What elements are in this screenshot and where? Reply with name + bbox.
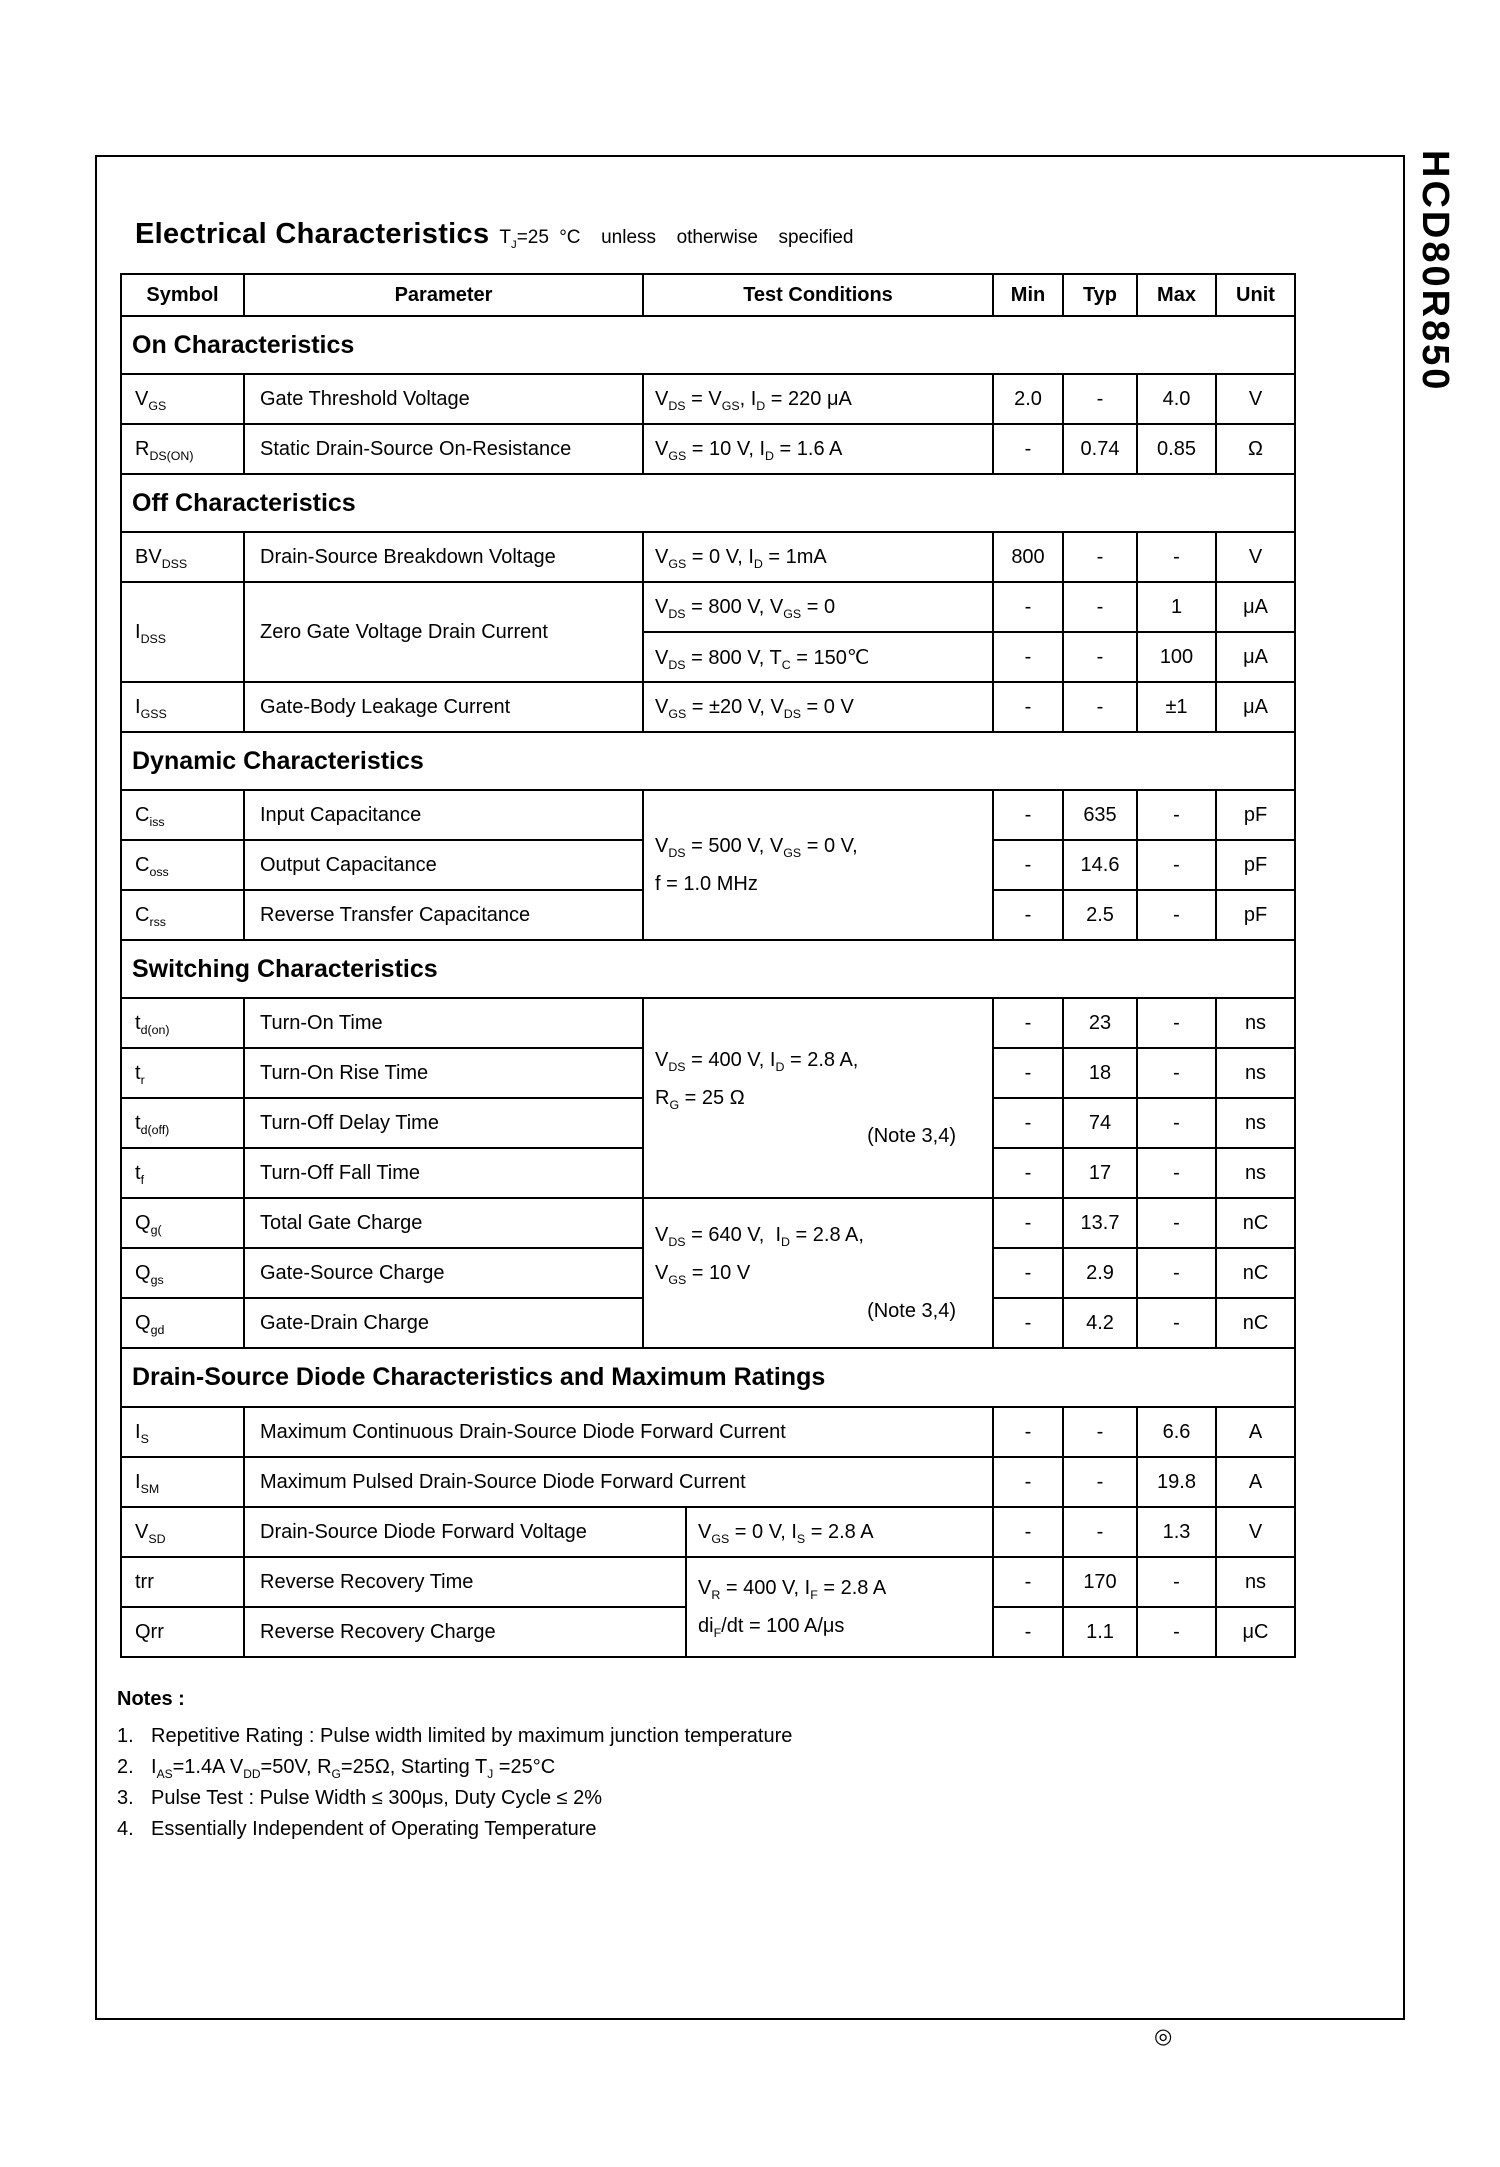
typ-cell: - <box>1063 532 1137 582</box>
typ-cell: 4.2 <box>1063 1298 1137 1348</box>
typ-cell: 0.74 <box>1063 424 1137 474</box>
min-cell: - <box>993 1198 1063 1248</box>
section-heading-dynamic: Dynamic Characteristics <box>121 732 1295 790</box>
conditions-cell-shared <box>643 998 993 1198</box>
typ-cell: 635 <box>1063 790 1137 840</box>
condition-line: $V_{GS} = 10$ V <box>655 1262 751 1287</box>
condition-line: $R_G = 25$ Ω <box>655 1087 745 1112</box>
max-cell: - <box>1137 1557 1216 1607</box>
min-cell: - <box>993 790 1063 840</box>
typ-cell: - <box>1063 582 1137 632</box>
condition-line: f = 1.0 MHz <box>655 873 758 895</box>
symbol-cell: $t_{d(off)}$ <box>121 1098 244 1148</box>
typ-cell: 170 <box>1063 1557 1137 1607</box>
unit-cell: pF <box>1216 790 1295 840</box>
part-number-side-label: HCD80R850 <box>1414 150 1456 393</box>
table-row-is <box>121 1407 1295 1457</box>
note-number: 1. <box>117 1725 134 1747</box>
min-cell: - <box>993 840 1063 890</box>
table-row-qg <box>121 1198 1295 1248</box>
max-cell: - <box>1137 1298 1216 1348</box>
unit-cell: V <box>1216 1507 1295 1557</box>
parameter-cell: Total Gate Charge <box>244 1198 643 1248</box>
parameter-cell: Gate-Body Leakage Current <box>244 682 643 732</box>
header-min: Min <box>993 274 1063 316</box>
max-cell: - <box>1137 532 1216 582</box>
unit-cell: μA <box>1216 682 1295 732</box>
max-cell: - <box>1137 1607 1216 1657</box>
section-row-diode <box>121 1349 1295 1407</box>
max-cell: 4.0 <box>1137 374 1216 424</box>
min-cell: - <box>993 424 1063 474</box>
parameter-cell: Turn-Off Delay Time <box>244 1098 643 1148</box>
conditions-cell: $V_{GS} = 10$ V, $I_D = 1.6$ A <box>643 424 993 474</box>
condition-line: $V_R = 400$ V, $I_F = 2.8$ A <box>698 1577 887 1602</box>
condition-note: (Note 3,4) <box>867 1125 956 1147</box>
conditions-cell-shared <box>686 1557 993 1657</box>
typ-cell: 17 <box>1063 1148 1137 1198</box>
parameter-cell: Maximum Pulsed Drain-Source Diode Forward Current <box>244 1457 993 1507</box>
symbol-cell: $BV_{DSS}$ <box>121 532 244 582</box>
min-cell: - <box>993 682 1063 732</box>
min-cell: - <box>993 1148 1063 1198</box>
symbol-cell: $C_{oss}$ <box>121 840 244 890</box>
unit-cell: pF <box>1216 890 1295 940</box>
symbol-cell: trr <box>121 1557 244 1607</box>
unit-cell: ns <box>1216 1098 1295 1148</box>
table-row-tdon <box>121 998 1295 1048</box>
unit-cell: V <box>1216 374 1295 424</box>
symbol-cell: $C_{iss}$ <box>121 790 244 840</box>
table-row-vsd <box>121 1507 1295 1557</box>
symbol-cell: $V_{GS}$ <box>121 374 244 424</box>
parameter-cell: Gate-Drain Charge <box>244 1298 643 1348</box>
unit-cell: nC <box>1216 1298 1295 1348</box>
symbol-cell: $Q_{gs}$ <box>121 1248 244 1298</box>
parameter-cell: Reverse Recovery Charge <box>244 1607 686 1657</box>
typ-cell: 2.9 <box>1063 1248 1137 1298</box>
parameter-cell: Output Capacitance <box>244 840 643 890</box>
min-cell: - <box>993 1048 1063 1098</box>
unit-cell: μA <box>1216 632 1295 682</box>
condition-line: $V_{DS} = 500$ V, $V_{GS} = 0$ V, <box>655 835 858 860</box>
parameter-cell: Gate-Source Charge <box>244 1248 643 1298</box>
typ-cell: - <box>1063 1507 1137 1557</box>
conditions-cell-shared <box>643 1198 993 1348</box>
typ-cell: 23 <box>1063 998 1137 1048</box>
parameter-cell: Maximum Continuous Drain-Source Diode Forward Current <box>244 1407 993 1457</box>
min-cell: - <box>993 1457 1063 1507</box>
conditions-cell: $V_{DS} = V_{GS}$, $I_D = 220$ μA <box>643 374 993 424</box>
header-parameter: Parameter <box>244 274 643 316</box>
parameter-cell: Static Drain-Source On-Resistance <box>244 424 643 474</box>
table-row-trr <box>121 1557 1295 1607</box>
min-cell: - <box>993 1098 1063 1148</box>
parameter-cell: Turn-On Time <box>244 998 643 1048</box>
max-cell: - <box>1137 840 1216 890</box>
max-cell: - <box>1137 1098 1216 1148</box>
table-row-igss <box>121 682 1295 732</box>
note-item <box>117 1814 1403 1845</box>
symbol-cell: $Q_{gd}$ <box>121 1298 244 1348</box>
max-cell: ±1 <box>1137 682 1216 732</box>
parameter-cell: Zero Gate Voltage Drain Current <box>244 582 643 682</box>
symbol-cell: $I_{DSS}$ <box>121 582 244 682</box>
conditions-cell: $V_{DS} = 800$ V, $T_C$ = 150℃ <box>643 632 993 682</box>
typ-cell: - <box>1063 374 1137 424</box>
header-unit: Unit <box>1216 274 1295 316</box>
unit-cell: ns <box>1216 1048 1295 1098</box>
electrical-characteristics-table <box>120 273 1296 1349</box>
symbol-cell: $V_{SD}$ <box>121 1507 244 1557</box>
min-cell: - <box>993 632 1063 682</box>
typ-cell: - <box>1063 682 1137 732</box>
conditions-cell: $V_{GS} = 0$ V, $I_D = 1mA$ <box>643 532 993 582</box>
section-heading-diode: Drain-Source Diode Characteristics and Maximum Ratings <box>121 1349 1295 1407</box>
unit-cell: A <box>1216 1407 1295 1457</box>
unit-cell: pF <box>1216 840 1295 890</box>
condition-line: $V_{DS} = 400$ V, $I_D = 2.8$ A, <box>655 1049 859 1074</box>
parameter-cell: Turn-On Rise Time <box>244 1048 643 1098</box>
typ-cell: 2.5 <box>1063 890 1137 940</box>
max-cell: - <box>1137 998 1216 1048</box>
section-row-off <box>121 474 1295 532</box>
max-cell: - <box>1137 790 1216 840</box>
max-cell: 1.3 <box>1137 1507 1216 1557</box>
header-typ: Typ <box>1063 274 1137 316</box>
table-row-idss-1 <box>121 582 1295 632</box>
note-text: Essentially Independent of Operating Temperature <box>151 1818 597 1840</box>
min-cell: 800 <box>993 532 1063 582</box>
unit-cell: ns <box>1216 1557 1295 1607</box>
characteristics-tables <box>120 273 1294 1658</box>
note-text: $I_{AS}=1.4A$ $V_{DD}=50V$, $R_G=25\Omega$, Starting $T_J =25^\circ C$ <box>151 1756 556 1781</box>
symbol-cell: $t_{d(on)}$ <box>121 998 244 1048</box>
section-heading-on: On Characteristics <box>121 316 1295 374</box>
unit-cell: nC <box>1216 1248 1295 1298</box>
notes-heading: Notes : <box>117 1688 185 1710</box>
table-row-bvdss <box>121 532 1295 582</box>
min-cell: - <box>993 1298 1063 1348</box>
logo-mark: ◎ <box>1154 2025 1173 2048</box>
note-number: 3. <box>117 1787 134 1809</box>
max-cell: 1 <box>1137 582 1216 632</box>
symbol-cell: Qrr <box>121 1607 244 1657</box>
conditions-cell: $V_{GS} = \pm 20$ V, $V_{DS} = 0$ V <box>643 682 993 732</box>
min-cell: - <box>993 1557 1063 1607</box>
max-cell: - <box>1137 1048 1216 1098</box>
max-cell: - <box>1137 1198 1216 1248</box>
typ-cell: - <box>1063 1407 1137 1457</box>
notes-section <box>117 1688 1403 1845</box>
typ-cell: 1.1 <box>1063 1607 1137 1657</box>
section-row-switching <box>121 940 1295 998</box>
section-heading-switching: Switching Characteristics <box>121 940 1295 998</box>
typ-cell: 14.6 <box>1063 840 1137 890</box>
min-cell: - <box>993 1507 1063 1557</box>
note-item <box>117 1721 1403 1752</box>
title-row <box>135 211 1403 257</box>
diode-characteristics-table <box>120 1349 1296 1658</box>
note-item <box>117 1752 1403 1783</box>
min-cell: - <box>993 1248 1063 1298</box>
typ-cell: - <box>1063 632 1137 682</box>
unit-cell: ns <box>1216 998 1295 1048</box>
min-cell: - <box>993 1407 1063 1457</box>
typ-cell: 13.7 <box>1063 1198 1137 1248</box>
parameter-cell: Reverse Recovery Time <box>244 1557 686 1607</box>
min-cell: - <box>993 1607 1063 1657</box>
symbol-cell: $t_f$ <box>121 1148 244 1198</box>
page-border-frame <box>95 155 1405 2020</box>
parameter-cell: Input Capacitance <box>244 790 643 840</box>
parameter-cell: Gate Threshold Voltage <box>244 374 643 424</box>
section-row-dynamic <box>121 732 1295 790</box>
min-cell: - <box>993 582 1063 632</box>
typ-cell: 18 <box>1063 1048 1137 1098</box>
symbol-cell: $Q_{g(}$ <box>121 1198 244 1248</box>
symbol-cell: $I_S$ <box>121 1407 244 1457</box>
note-text: Pulse Test : Pulse Width ≤ 300μs, Duty Cycle ≤ 2% <box>151 1787 603 1809</box>
unit-cell: V <box>1216 532 1295 582</box>
unit-cell: μC <box>1216 1607 1295 1657</box>
title-condition: $T_J=25$ °C unless otherwise specified <box>499 227 854 251</box>
max-cell: 6.6 <box>1137 1407 1216 1457</box>
table-row-ciss <box>121 790 1295 840</box>
max-cell: 19.8 <box>1137 1457 1216 1507</box>
conditions-cell: $V_{DS} = 800$ V, $V_{GS} = 0$ <box>643 582 993 632</box>
parameter-cell: Drain-Source Diode Forward Voltage <box>244 1507 686 1557</box>
unit-cell: nC <box>1216 1198 1295 1248</box>
table-row-rdson <box>121 424 1295 474</box>
header-row <box>121 274 1295 316</box>
max-cell: 100 <box>1137 632 1216 682</box>
symbol-cell: $C_{rss}$ <box>121 890 244 940</box>
max-cell: - <box>1137 1148 1216 1198</box>
header-test-conditions: Test Conditions <box>643 274 993 316</box>
min-cell: 2.0 <box>993 374 1063 424</box>
header-symbol: Symbol <box>121 274 244 316</box>
unit-cell: μA <box>1216 582 1295 632</box>
parameter-cell: Turn-Off Fall Time <box>244 1148 643 1198</box>
unit-cell: A <box>1216 1457 1295 1507</box>
typ-cell: 74 <box>1063 1098 1137 1148</box>
min-cell: - <box>993 890 1063 940</box>
symbol-cell: $t_r$ <box>121 1048 244 1098</box>
section-heading-off: Off Characteristics <box>121 474 1295 532</box>
typ-cell: - <box>1063 1457 1137 1507</box>
condition-line: $V_{DS} = 640$ V, $I_D = 2.8$ A, <box>655 1224 864 1249</box>
max-cell: - <box>1137 1248 1216 1298</box>
conditions-cell-shared <box>643 790 993 940</box>
page-title: Electrical Characteristics <box>135 218 490 250</box>
condition-line: $di_F/dt = 100$ A/μs <box>698 1615 845 1640</box>
note-text: Repetitive Rating : Pulse width limited by maximum junction temperature <box>151 1725 793 1747</box>
condition-note: (Note 3,4) <box>867 1300 956 1322</box>
parameter-cell: Reverse Transfer Capacitance <box>244 890 643 940</box>
symbol-cell: $I_{GSS}$ <box>121 682 244 732</box>
symbol-cell: $R_{DS(ON)}$ <box>121 424 244 474</box>
table-row-vgs <box>121 374 1295 424</box>
max-cell: - <box>1137 890 1216 940</box>
table-row-ism <box>121 1457 1295 1507</box>
parameter-cell: Drain-Source Breakdown Voltage <box>244 532 643 582</box>
note-item <box>117 1783 1403 1814</box>
min-cell: - <box>993 998 1063 1048</box>
note-number: 2. <box>117 1756 134 1778</box>
unit-cell: ns <box>1216 1148 1295 1198</box>
max-cell: 0.85 <box>1137 424 1216 474</box>
header-max: Max <box>1137 274 1216 316</box>
conditions-cell: $V_{GS} = 0$ V, $I_S = 2.8$ A <box>686 1507 993 1557</box>
note-number: 4. <box>117 1818 134 1840</box>
symbol-cell: $I_{SM}$ <box>121 1457 244 1507</box>
unit-cell: Ω <box>1216 424 1295 474</box>
section-row-on <box>121 316 1295 374</box>
